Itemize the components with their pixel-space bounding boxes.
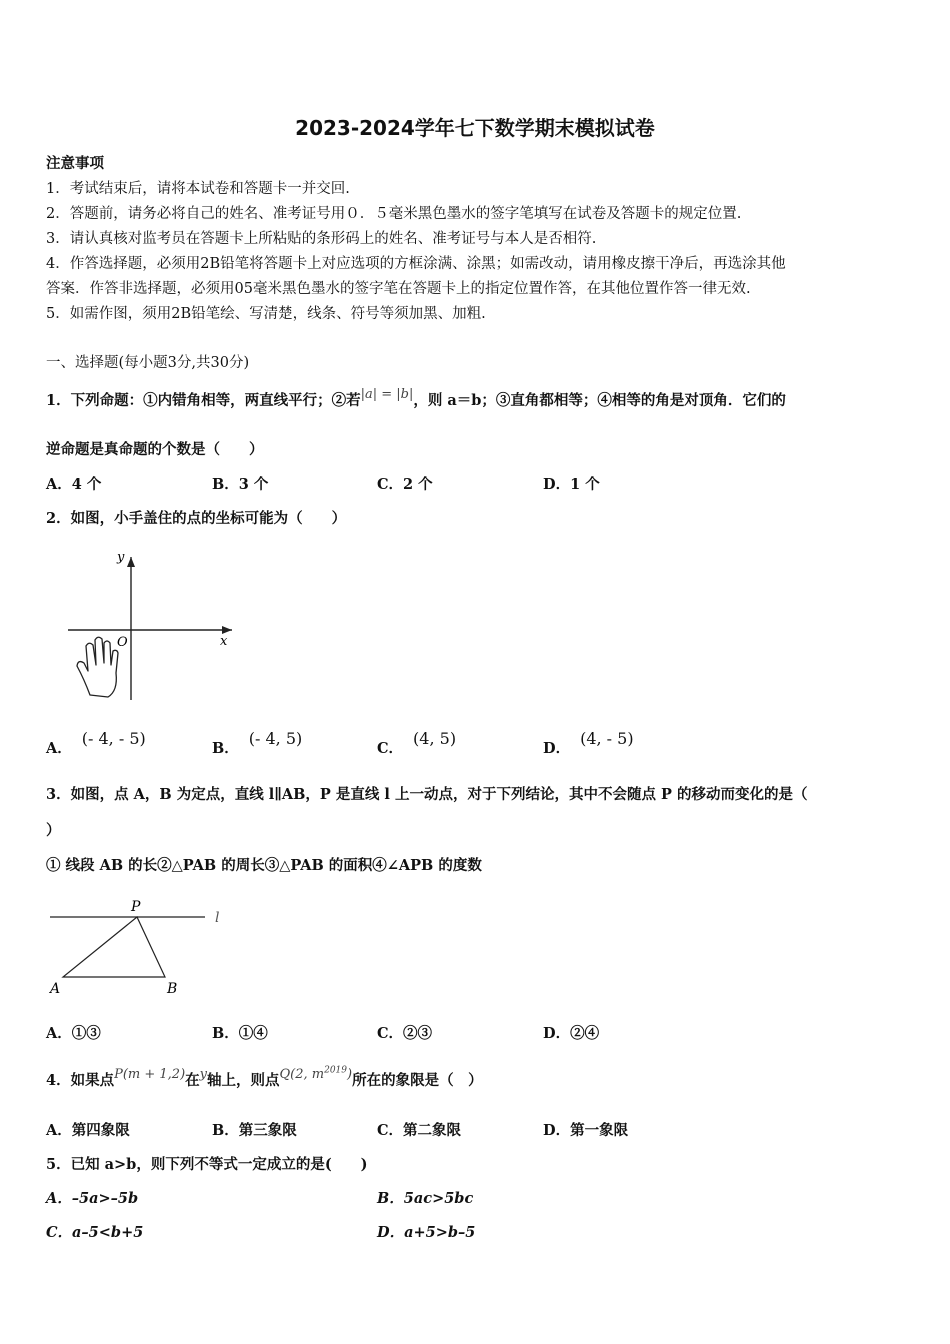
point-q-expression: Q(2, $m^{2019}$) <box>279 1065 353 1082</box>
notice-item: 2．答题前，请务必将自己的姓名、准考证号用０．５毫米黑色墨水的签字笔填写在试卷及答题卡的规定位置. <box>46 206 742 222</box>
question-3-stem: 3．如图，点 A，B 为定点，直线 l∥AB，P 是直线 l 上一动点，对于下列结论，其中不会随点 P 的移动而变化的是（ <box>46 786 808 803</box>
question-2-stem: 2．如图，小手盖住的点的坐标可能为（ ） <box>46 510 347 527</box>
y-axis-symbol: y <box>199 1067 208 1082</box>
question-3-statements: ① 线段 AB 的长②△PAB 的周长③△PAB 的面积④∠APB 的度数 <box>46 857 482 874</box>
question-1-stem-cont: 逆命题是真命题的个数是（ ） <box>46 441 264 458</box>
question-4-stem: 4．如果点P(m + 1,2)在y轴上，则点Q(2, $m^{2019}$)所在的象限是（ ） <box>46 1065 483 1089</box>
q2-option-c[interactable]: C．(4, 5) <box>377 729 457 757</box>
hand-icon <box>77 637 118 697</box>
triangle-pab <box>63 917 165 977</box>
q4-option-a[interactable]: A．第四象限 <box>46 1122 130 1139</box>
q2-option-d[interactable]: D．(4, - 5) <box>543 729 634 757</box>
origin-label: O <box>117 635 128 650</box>
notice-item: 4．作答选择题，必须用2B铅笔将答题卡上对应选项的方框涂满、涂黑；如需改动，请用橡皮擦干净后，再选涂其他 <box>46 256 786 272</box>
q4-option-b[interactable]: B．第三象限 <box>212 1122 297 1139</box>
q2-option-b[interactable]: B．(- 4, 5) <box>212 729 303 757</box>
q2-option-a[interactable]: A．(- 4, - 5) <box>46 729 146 757</box>
q3-option-d[interactable]: D．②④ <box>543 1025 600 1042</box>
notice-heading: 注意事项 <box>46 155 104 172</box>
coordinate-axes-figure <box>60 545 240 705</box>
q1-option-b[interactable]: B．3 个 <box>212 476 269 493</box>
q5-option-c[interactable]: C．a–5<b+5 <box>46 1224 144 1241</box>
question-1-stem: 1．下列命题：①内错角相等，两直线平行；②若|a| = |b|，则 a＝b；③直角都相等；④相等的角是对顶角．它们的 <box>46 387 786 409</box>
question-5-stem: 5．已知 a>b，则下列不等式一定成立的是( ) <box>46 1156 368 1173</box>
y-axis-arrow <box>127 557 135 567</box>
q5-option-b[interactable]: B．5ac>5bc <box>377 1190 474 1207</box>
notice-item: 答案．作答非选择题，必须用05毫米黑色墨水的签字笔在答题卡上的指定位置作答，在其他位置作答一律无效. <box>46 281 751 297</box>
notice-item: 1．考试结束后，请将本试卷和答题卡一并交回. <box>46 181 350 197</box>
line-l-label: l <box>215 910 220 926</box>
y-axis-label: y <box>117 550 125 565</box>
notice-item: 3．请认真核对监考员在答题卡上所粘贴的条形码上的姓名、准考证号与本人是否相符. <box>46 231 597 247</box>
q1-option-a[interactable]: A．4 个 <box>46 476 102 493</box>
question-3-stem-cont: ） <box>46 822 61 839</box>
point-b-label: B <box>167 981 178 997</box>
triangle-figure <box>45 895 235 1000</box>
q3-option-a[interactable]: A．①③ <box>46 1025 101 1042</box>
x-axis-arrow <box>222 626 232 634</box>
notice-item: 5．如需作图，须用2B铅笔绘、写清楚，线条、符号等须加黑、加粗. <box>46 306 486 322</box>
point-p-label: P <box>131 899 141 915</box>
q1-option-d[interactable]: D．1 个 <box>543 476 600 493</box>
q4-option-d[interactable]: D．第一象限 <box>543 1122 629 1139</box>
q3-option-c[interactable]: C．②③ <box>377 1025 433 1042</box>
q1-option-c[interactable]: C．2 个 <box>377 476 433 493</box>
page-title: 2023-2024学年七下数学期末模拟试卷 <box>295 116 655 140</box>
section-heading: 一、选择题(每小题3分,共30分) <box>46 355 250 371</box>
q5-option-a[interactable]: A．–5a>–5b <box>46 1190 139 1207</box>
x-axis-label: x <box>220 634 228 649</box>
point-p-expression: P(m + 1,2) <box>114 1067 186 1082</box>
point-a-label: A <box>50 981 61 997</box>
q4-option-c[interactable]: C．第二象限 <box>377 1122 462 1139</box>
q3-option-b[interactable]: B．①④ <box>212 1025 268 1042</box>
q5-option-d[interactable]: D．a+5>b–5 <box>377 1224 476 1241</box>
abs-equation: |a| = |b| <box>360 387 414 402</box>
